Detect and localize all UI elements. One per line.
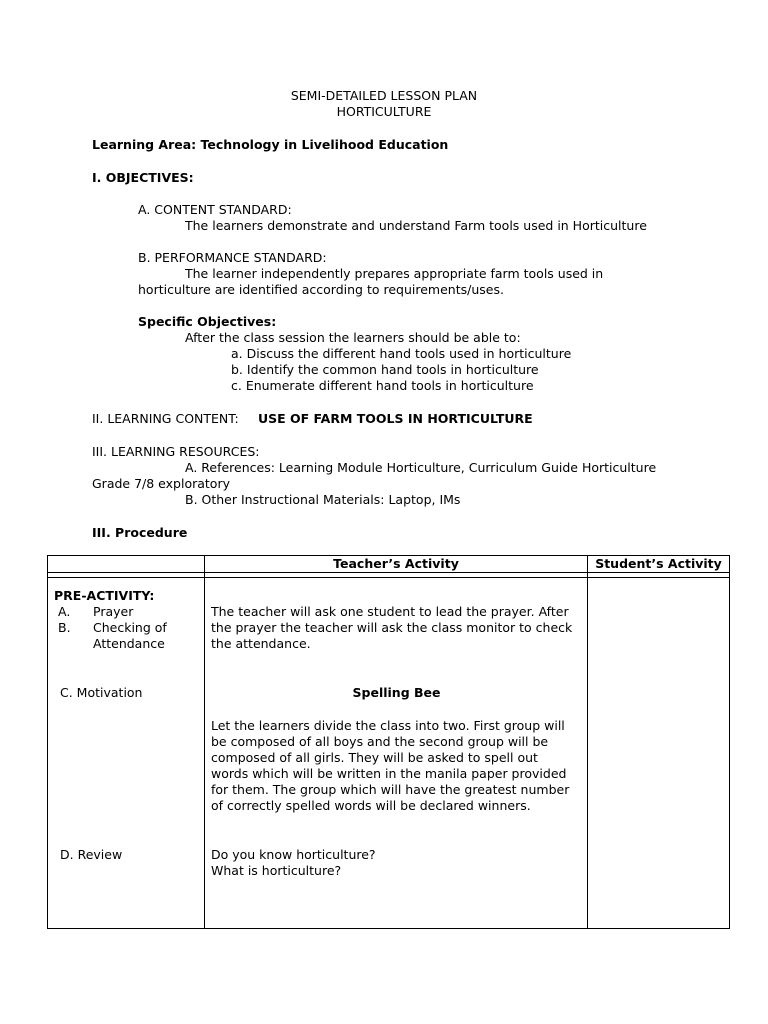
table-header-row: [48, 556, 730, 573]
header-cell-teacher: [205, 556, 588, 573]
step-b-label-line2: Attendance: [93, 636, 165, 651]
motivation-text-line: be composed of all boys and the second group will be: [211, 734, 549, 749]
motivation-text-line: composed of all girls. They will be asked to spell out: [211, 750, 538, 765]
procedure-heading: III. Procedure: [92, 525, 188, 540]
specific-objective-item: a. Discuss the different hand tools used in horticulture: [231, 346, 572, 361]
step-c-label: C. Motivation: [60, 685, 143, 700]
learning-resources-heading: III. LEARNING RESOURCES:: [92, 444, 260, 459]
content-standard-label: A. CONTENT STANDARD:: [138, 202, 292, 217]
performance-standard-line2: horticulture are identified according to requirements/uses.: [138, 282, 504, 297]
step-b-label-line1: Checking of: [93, 620, 167, 635]
motivation-text-line: for them. The group which will have the greatest number: [211, 782, 570, 797]
motivation-text-line: Let the learners divide the class into two. First group will: [211, 718, 565, 733]
motivation-text-line: of correctly spelled words will be declared winners.: [211, 798, 531, 813]
pre-activity-label: PRE-ACTIVITY:: [54, 588, 155, 603]
performance-standard-label: B. PERFORMANCE STANDARD:: [138, 250, 327, 265]
learning-content-value: USE OF FARM TOOLS IN HORTICULTURE: [258, 411, 533, 426]
student-activity-cell: [588, 578, 730, 929]
specific-objective-item: c. Enumerate different hand tools in horticulture: [231, 378, 534, 393]
review-text-line: What is horticulture?: [211, 863, 342, 878]
prayer-text-line: the attendance.: [211, 636, 311, 651]
review-text-line: Do you know horticulture?: [211, 847, 376, 862]
teacher-activity-header: Teacher’s Activity: [333, 556, 459, 571]
motivation-text-line: words which will be written in the manila paper provided: [211, 766, 567, 781]
specific-objective-item: b. Identify the common hand tools in horticulture: [231, 362, 539, 377]
content-standard-text: The learners demonstrate and understand Farm tools used in Horticulture: [185, 218, 647, 233]
step-b-letter: B.: [58, 620, 71, 635]
prayer-text-line: The teacher will ask one student to lead the prayer. After: [211, 604, 569, 619]
teacher-activity-cell: [205, 578, 588, 929]
table-row: [48, 578, 730, 929]
header-cell-empty: [48, 556, 205, 573]
prayer-text-line: the prayer the teacher will ask the class monitor to check: [211, 620, 573, 635]
step-a-letter: A.: [58, 604, 71, 619]
step-d-label: D. Review: [60, 847, 123, 862]
motivation-title: Spelling Bee: [352, 685, 441, 700]
references-line1: A. References: Learning Module Horticulture, Curriculum Guide Horticulture: [185, 460, 657, 475]
steps-cell: [48, 578, 205, 929]
specific-objectives-heading: Specific Objectives:: [138, 314, 277, 329]
learning-area: Learning Area: Technology in Livelihood Education: [92, 137, 449, 152]
header-cell-student: [588, 556, 730, 573]
performance-standard-line1: The learner independently prepares appropriate farm tools used in: [185, 266, 604, 281]
specific-objectives-intro: After the class session the learners should be able to:: [185, 330, 521, 345]
document-title: SEMI-DETAILED LESSON PLAN: [290, 88, 478, 103]
student-activity-header: Student’s Activity: [595, 556, 722, 571]
other-materials: B. Other Instructional Materials: Laptop, IMs: [185, 492, 461, 507]
objectives-heading: I. OBJECTIVES:: [92, 170, 194, 185]
step-a-label: Prayer: [93, 604, 134, 619]
learning-content-label: II. LEARNING CONTENT:: [92, 411, 239, 426]
references-line2: Grade 7/8 exploratory: [92, 476, 230, 491]
procedure-table: [47, 555, 730, 929]
document-subject: HORTICULTURE: [336, 104, 432, 119]
